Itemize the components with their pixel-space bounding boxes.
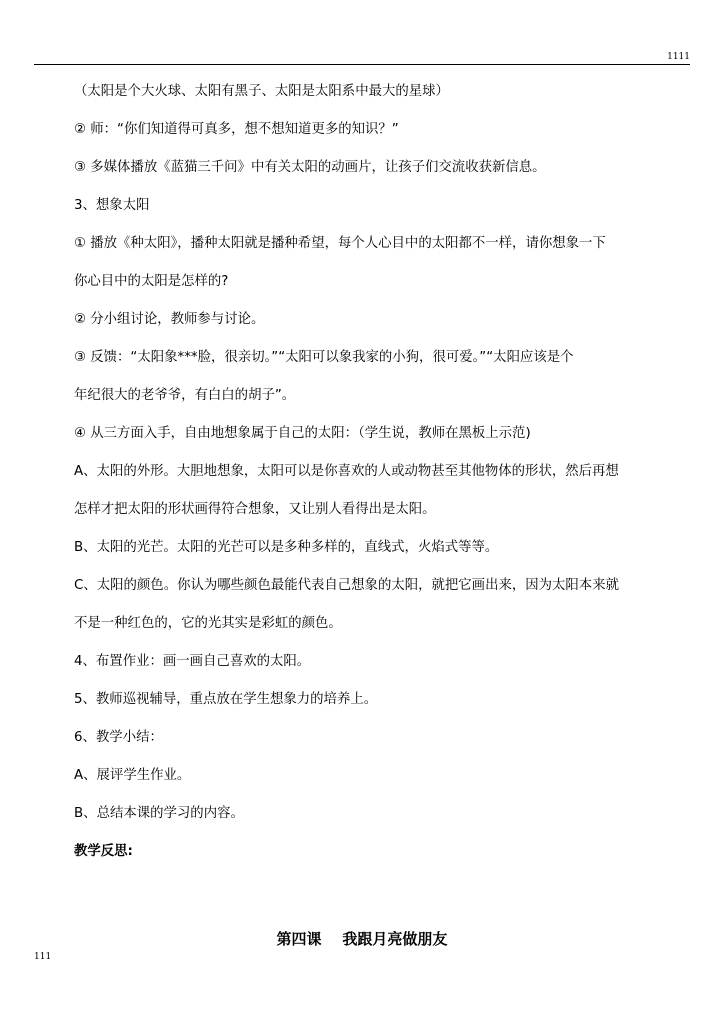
text-line: ④ 从三方面入手，自由地想象属于自己的太阳：（学生说，教师在黑板上示范): [74, 426, 531, 441]
text-line: A、展评学生作业。: [74, 768, 191, 783]
text-line: B、太阳的光芒。太阳的光芒可以是多种多样的，直线式，火焰式等等。: [74, 540, 499, 555]
header-page-number: 1111: [667, 52, 690, 62]
text-line: ① 播放《种太阳》，播种太阳就是播种希望，每个人心目中的太阳都不一样，请你想象一下: [74, 236, 606, 251]
text-line: 5、教师巡视辅导，重点放在学生想象力的培养上。: [74, 692, 378, 707]
text-line: 3、想象太阳: [74, 198, 150, 213]
header-divider: [34, 64, 690, 65]
text-line: 怎样才把太阳的形状画得符合想象，又让别人看得出是太阳。: [74, 502, 436, 517]
text-line: ② 师：“你们知道得可真多，想不想知道更多的知识？”: [74, 122, 399, 137]
text-line: 你心目中的太阳是怎样的?: [74, 274, 229, 289]
footer-page-number: 111: [34, 952, 52, 962]
lesson-title: 第四课 我跟月亮做朋友: [276, 930, 448, 948]
text-line: B、总结本课的学习的内容。: [74, 806, 244, 821]
section-heading: 教学反思:: [74, 844, 133, 859]
text-line: ③ 反馈：“太阳象***脸，很亲切。”“太阳可以象我家的小狗，很可爱。”“太阳应该是个: [74, 350, 574, 365]
document-body: [74, 82, 664, 880]
text-line: ③ 多媒体播放《蓝猫三千问》中有关太阳的动画片，让孩子们交流收获新信息。: [74, 160, 546, 175]
text-line: 4、布置作业：画一画自己喜欢的太阳。: [74, 654, 311, 669]
text-line: 年纪很大的老爷爷，有白白的胡子”。: [74, 388, 296, 403]
text-line: ② 分小组讨论，教师参与讨论。: [74, 312, 265, 327]
text-line: （太阳是个大火球、太阳有黑子、太阳是太阳系中最大的星球）: [74, 84, 449, 99]
text-line: C、太阳的颜色。你认为哪些颜色最能代表自己想象的太阳，就把它画出来，因为太阳本来就: [74, 578, 619, 593]
text-line: 6、教学小结：: [74, 730, 163, 745]
text-line: 不是一种红色的，它的光其实是彩虹的颜色。: [74, 616, 342, 631]
text-line: A、太阳的外形。大胆地想象，太阳可以是你喜欢的人或动物甚至其他物体的形状，然后再想: [74, 464, 619, 479]
